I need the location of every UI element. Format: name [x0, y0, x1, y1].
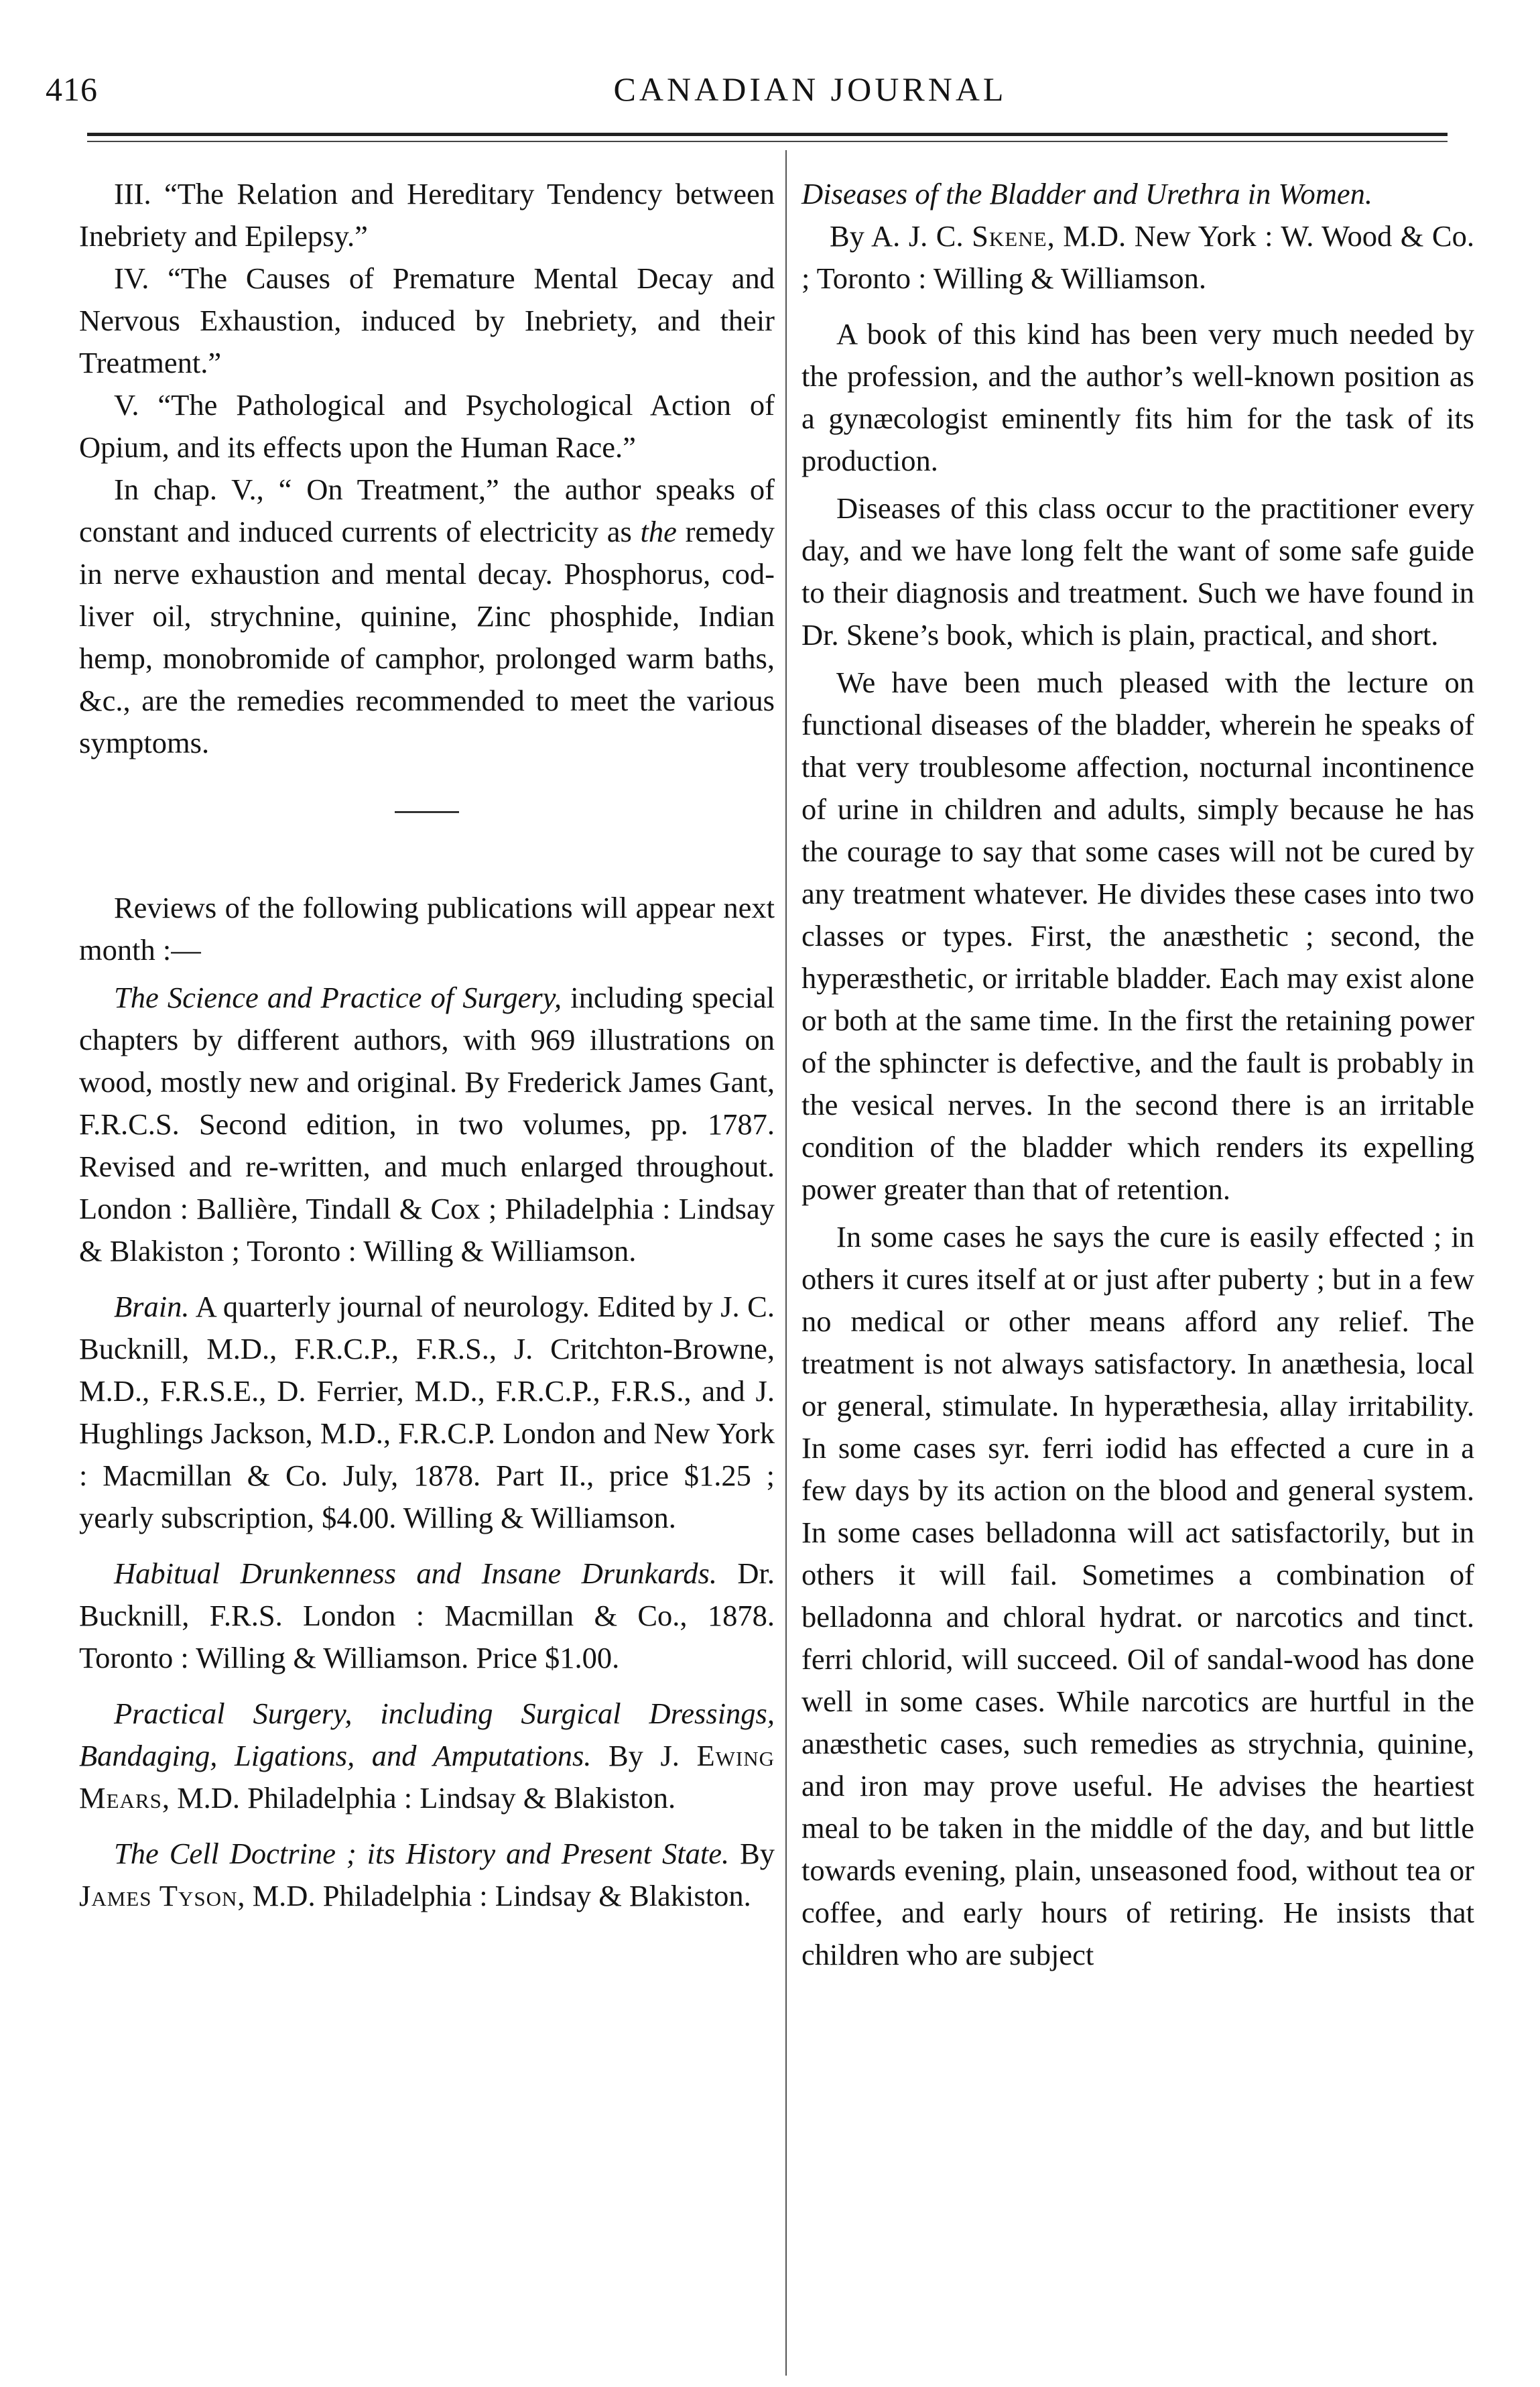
treatment-paragraph: [79, 469, 775, 764]
section-divider: [395, 811, 459, 813]
review-paragraph: A book of this kind has been very much needed by the profession, and the author’s well-known position as a gynæcologist eminently fits him for the task of its production.: [801, 317, 1474, 477]
reviews-intro: Reviews of the following publications will appear next month :—: [79, 891, 775, 967]
list-item-v: V. “The Pathological and Psychological Action of Opium, and its effects upon the Human Race.”: [79, 388, 775, 464]
publication-entry: [79, 1552, 775, 1679]
review-heading: [801, 173, 1474, 300]
treatment-emphasis: the: [640, 515, 677, 548]
publication-details: By J.: [591, 1739, 697, 1772]
review-book-imprint: , M.D. New York : W. Wood & Co. ; Toronto : Willing & Williamson.: [801, 219, 1474, 295]
publication-imprint: , M.D. Philadelphia : Lindsay & Blakiston.: [162, 1781, 676, 1815]
header-rule-thin: [87, 141, 1448, 142]
publication-title: The Cell Doctrine ; its History and Present State.: [114, 1837, 730, 1870]
publication-title: Practical Surgery, including Surgical Dressings, Bandaging, Ligations, and Amputations.: [79, 1697, 775, 1772]
page-header: [0, 0, 1540, 134]
publication-author: James Tyson: [79, 1879, 238, 1912]
publication-title: The Science and Practice of Surgery,: [114, 981, 562, 1014]
publication-details: including special chapters by different authors, with 969 illustrations on wood, mostly new and original. By Frederick James Gant, F.R.C.S. Second edition, in two volumes, pp. 1787. Revised and re-written, and much enlarged throughout. London : Ballière, Tindall & Cox ; Philadelphia : Lindsay & Blakiston ; Toronto : Willing & Williamson.: [79, 981, 775, 1268]
review-book-title: Diseases of the Bladder and Urethra in Women.: [801, 177, 1373, 210]
publication-entry: [79, 1693, 775, 1819]
treatment-text-a: In chap. V., “ On Treatment,” the author speaks of constant and induced currents of electricity as: [79, 473, 775, 548]
publication-details: Dr. Bucknill, F.R.S. London : Macmillan & Co., 1878. Toronto : Willing & Williamson. Price $1.00.: [79, 1556, 775, 1674]
column-divider: [785, 150, 787, 2376]
publication-title: Habitual Drunkenness and Insane Drunkards.: [114, 1556, 717, 1590]
running-title: CANADIAN JOURNAL: [613, 70, 1007, 108]
list-item-iv: IV. “The Causes of Premature Mental Decay and Nervous Exhaustion, induced by Inebriety, and their Treatment.”: [79, 261, 775, 379]
review-paragraph: In some cases he says the cure is easily effected ; in others it cures itself at or just after puberty ; but in a few no medical or other means afford any relief. The treatment is not always satisfactory. In anæthesia, local or general, stimulate. In hyperæthesia, allay irritability. In some cases syr. ferri iodid has effected a cure in a few days by its action on the blood and general system. In some cases belladonna will act satisfactorily, but in others it will fail. Sometimes a combination of belladonna and chloral hydrat. or narcotics and tinct. ferri chlorid, will succeed. Oil of sandal-wood has done well in some cases. While narcotics are hurtful in the anæsthetic cases, such remedies as strychnia, quinine, and iron may prove useful. He advises the heartiest meal to be taken in the middle of the day, and but little towards evening, plain, unseasoned food, without tea or coffee, and early hours of retiring. He insists that children who are subject: [801, 1220, 1474, 1971]
review-paragraph: Diseases of this class occur to the practitioner every day, and we have long felt the want of some safe guide to their diagnosis and treatment. Such we have found in Dr. Skene’s book, which is plain, practical, and short.: [801, 491, 1474, 652]
publication-author: Ewing Mears: [79, 1739, 775, 1815]
right-column: [801, 173, 1474, 1976]
review-book-author: Skene: [972, 219, 1047, 253]
review-book-by: By A. J. C.: [830, 219, 972, 253]
publication-entry: [79, 977, 775, 1272]
publication-entry: [79, 1286, 775, 1539]
publication-details: By: [729, 1837, 775, 1870]
review-paragraph: We have been much pleased with the lecture on functional diseases of the bladder, wherein he speaks of that very troublesome affection, nocturnal incontinence of urine in children and adults, simply because he has the courage to say that some cases will not be cured by any treatment whatever. He divides these cases into two classes or types. First, the anæsthetic ; second, the hyperæsthetic, or irritable bladder. Each may exist alone or both at the same time. In the first the retaining power of the sphincter is defective, and the fault is probably in the vesical nerves. In the second there is an irritable condition of the bladder which renders its expelling power greater than that of retention.: [801, 666, 1474, 1206]
left-column: [79, 173, 775, 1917]
publication-title: Brain.: [114, 1290, 190, 1323]
publication-imprint: , M.D. Philadelphia : Lindsay & Blakiston.: [237, 1879, 751, 1912]
list-item-iii: III. “The Relation and Hereditary Tendency between Inebriety and Epilepsy.”: [79, 177, 775, 253]
publication-details: A quarterly journal of neurology. Edited by J. C. Bucknill, M.D., F.R.C.P., F.R.S., J. Critchton-Browne, M.D., F.R.S.E., D. Ferrier, M.D., F.R.C.P., F.R.S., and J. Hughlings Jackson, M.D., F.R.C.P. London and New York : Macmillan & Co. July, 1878. Part II., price $1.25 ; yearly subscription, $4.00. Willing & Williamson.: [79, 1290, 775, 1534]
header-rule: [87, 133, 1448, 136]
page-number: 416: [46, 70, 98, 108]
publication-entry: [79, 1833, 775, 1917]
treatment-text-b: remedy in nerve exhaustion and mental decay. Phosphorus, cod-liver oil, strychnine, quinine, Zinc phosphide, Indian hemp, monobromide of camphor, prolonged warm baths, &c., are the remedies recommended to meet the various symptoms.: [79, 515, 775, 759]
